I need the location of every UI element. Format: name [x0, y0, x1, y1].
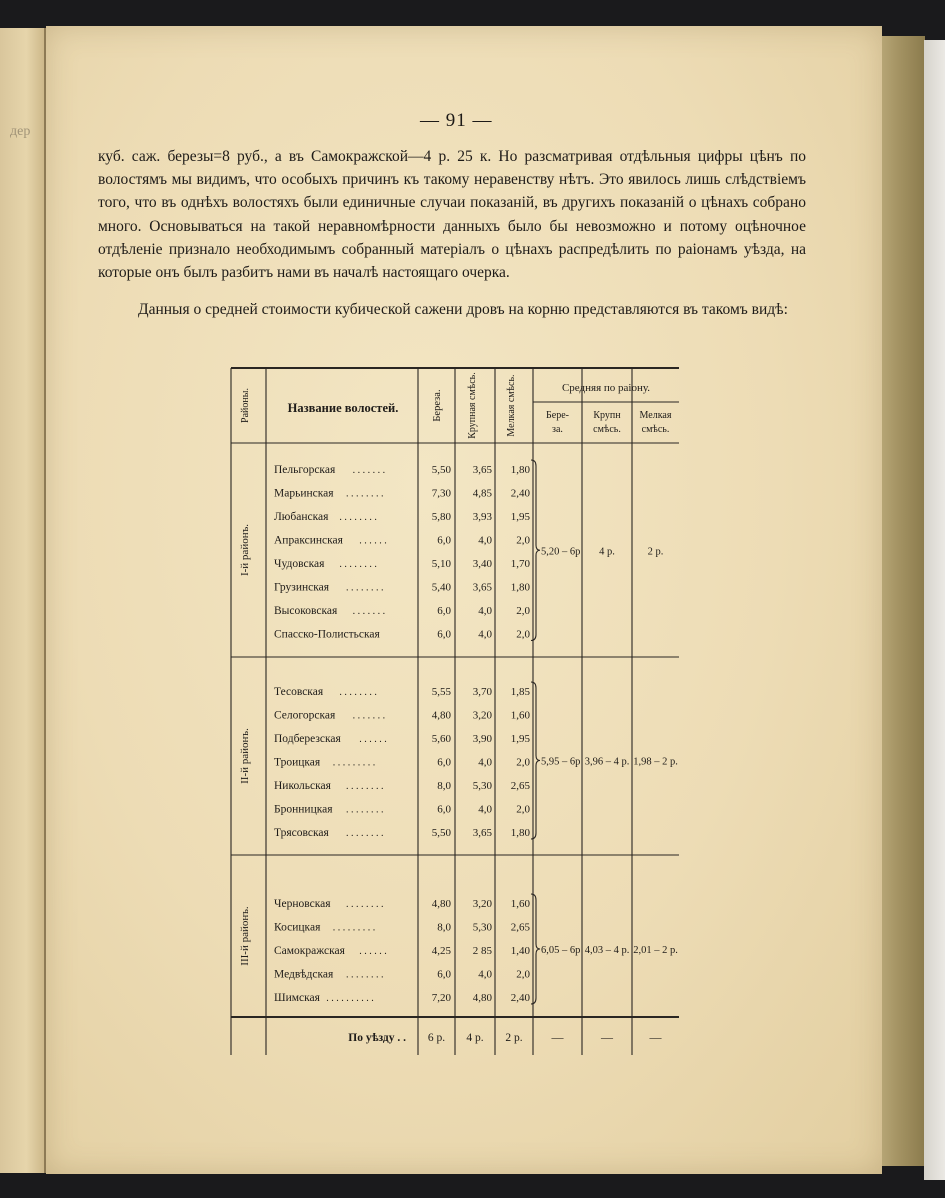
district-avg-small-3: 2,01 – 2 р.	[633, 945, 678, 956]
row-leader: . . . . . . . . .	[332, 757, 376, 769]
row-small-mix: 1,70	[510, 558, 530, 570]
row-name: Селогорская	[274, 709, 336, 722]
header-name: Название волостей.	[287, 401, 399, 415]
row-large-mix: 3,65	[472, 581, 492, 594]
row-name: Апраксинская	[274, 534, 343, 547]
row-leader: . . . . . . .	[352, 710, 386, 722]
row-name: Спасско-Полистьская	[274, 628, 380, 641]
row-small-mix: 1,80	[510, 581, 530, 594]
total-avg-large: —	[601, 1030, 613, 1044]
header-avg-large-2: смѣсь.	[593, 424, 621, 435]
row-birch: 4,80	[431, 898, 451, 910]
district-avg-birch-1: 5,20 – 6р	[541, 546, 581, 558]
row-birch: 5,50	[431, 464, 451, 476]
header-birch: Береза.	[432, 389, 443, 422]
row-birch: 5,10	[431, 558, 451, 570]
row-small-mix: 2,0	[516, 968, 530, 981]
row-small-mix: 1,60	[510, 709, 530, 722]
row-name: Чудовская	[274, 558, 325, 570]
row-small-mix: 2,40	[510, 487, 530, 500]
row-birch: 7,30	[431, 487, 451, 500]
row-name: Медвѣдская	[274, 968, 334, 981]
row-large-mix: 2 85	[472, 945, 492, 957]
row-name: Бронницкая	[274, 803, 333, 816]
row-birch: 5,40	[431, 581, 451, 594]
district-avg-small-1: 2 р.	[647, 546, 664, 558]
row-birch: 4,25	[431, 945, 451, 957]
row-name: Тесовская	[274, 686, 324, 698]
row-birch: 5,50	[431, 827, 451, 839]
row-large-mix: 4,0	[478, 605, 492, 617]
header-district: Районы.	[240, 388, 251, 423]
row-large-mix: 3,20	[472, 898, 492, 910]
district-brace	[531, 460, 540, 641]
row-name: Подберезская	[274, 733, 341, 745]
total-avg-small: —	[649, 1030, 662, 1044]
row-birch: 5,80	[431, 511, 451, 523]
row-large-mix: 3,20	[472, 709, 492, 722]
row-small-mix: 1,80	[510, 827, 530, 839]
row-name: Косицкая	[274, 921, 321, 934]
row-birch: 6,0	[437, 605, 451, 617]
row-large-mix: 4,0	[478, 756, 492, 769]
row-birch: 8,0	[437, 921, 451, 934]
district-avg-small-2: 1,98 – 2 р.	[633, 756, 678, 768]
row-large-mix: 4,0	[478, 968, 492, 981]
row-leader: . . . . . . .	[352, 465, 386, 476]
row-large-mix: 4,85	[472, 487, 492, 500]
header-avg-large-1: Крупн	[593, 410, 621, 421]
row-small-mix: 2,0	[516, 756, 530, 769]
row-name: Трясовская	[274, 827, 329, 839]
total-birch: 6 р.	[427, 1032, 446, 1044]
row-leader: . . . . . .	[359, 535, 387, 547]
page-number: — 91 —	[420, 110, 493, 131]
row-leader: . . . . . . . .	[339, 512, 377, 523]
row-small-mix: 1,95	[510, 511, 530, 523]
row-name: Самокражская	[274, 945, 345, 957]
district-avg-large-1: 4 р.	[599, 546, 615, 558]
row-name: Марьинская	[274, 487, 334, 500]
district-brace	[531, 682, 540, 839]
district-avg-large-3: 4,03 – 4 р.	[584, 945, 630, 956]
row-birch: 7,20	[431, 992, 451, 1004]
row-small-mix: 2,0	[516, 803, 530, 816]
row-large-mix: 4,80	[472, 992, 492, 1004]
row-name: Никольская	[274, 780, 331, 792]
row-birch: 8,0	[437, 780, 451, 792]
row-leader: . . . . . .	[359, 734, 387, 745]
row-leader: . . . . . . . .	[339, 687, 377, 698]
row-birch: 5,55	[431, 686, 451, 698]
row-leader: . . . . . . . . . .	[326, 993, 374, 1004]
left-page-fragment: дер	[10, 124, 31, 139]
row-birch: 6,0	[437, 534, 451, 547]
row-small-mix: 1,80	[510, 464, 530, 476]
district-label-3: III-й районъ.	[239, 906, 251, 966]
row-leader: . . . . . . . .	[339, 559, 377, 570]
row-name: Высоковская	[274, 605, 338, 617]
row-large-mix: 4,0	[478, 803, 492, 816]
row-leader: . . . . . . . . .	[332, 922, 376, 934]
header-small-mix: Мелкая смѣсь.	[506, 374, 517, 437]
district-label-1: I-й районъ.	[239, 523, 251, 577]
row-small-mix: 2,65	[510, 780, 530, 792]
header-avg-birch-2: за.	[552, 424, 563, 435]
row-large-mix: 4,0	[478, 628, 492, 641]
header-avg-group: Средняя по раіону.	[561, 382, 651, 394]
row-small-mix: 2,0	[516, 534, 530, 547]
row-leader: . . . . . . . .	[346, 969, 384, 981]
row-birch: 6,0	[437, 628, 451, 641]
row-leader: . . . . . . .	[352, 606, 386, 617]
row-birch: 4,80	[431, 709, 451, 722]
row-large-mix: 3,65	[472, 827, 492, 839]
row-large-mix: 3,93	[472, 511, 492, 523]
district-label-2: II-й районъ.	[239, 728, 251, 784]
paragraph-2: Данныя о средней стоимости кубической сажени дровъ на корню представляются въ такомъ видѣ:	[138, 301, 788, 318]
row-name: Троицкая	[274, 756, 321, 769]
header-avg-birch-1: Бере-	[546, 410, 569, 421]
header-large-mix: Крупная смѣсь.	[467, 372, 478, 439]
district-avg-birch-3: 6,05 – 6р	[541, 945, 581, 956]
row-birch: 6,0	[437, 803, 451, 816]
total-avg-birch: —	[551, 1030, 564, 1044]
row-birch: 6,0	[437, 968, 451, 981]
row-leader: . . . . . . . .	[346, 828, 384, 839]
row-large-mix: 3,70	[472, 686, 492, 698]
row-birch: 5,60	[431, 733, 451, 745]
district-avg-birch-2: 5,95 – 6р	[541, 756, 581, 768]
row-small-mix: 2,40	[510, 992, 530, 1004]
header-avg-small-1: Мелкая	[639, 410, 672, 421]
header-avg-small-2: смѣсь.	[641, 424, 670, 435]
row-leader: . . . . . . . .	[346, 582, 384, 594]
row-name: Черновская	[274, 898, 331, 910]
total-small-mix: 2 р.	[505, 1032, 523, 1044]
row-name: Грузинская	[274, 581, 330, 594]
row-large-mix: 3,90	[472, 733, 492, 745]
row-name: Пельгорская	[274, 464, 336, 476]
row-small-mix: 2,0	[516, 605, 530, 617]
row-birch: 6,0	[437, 756, 451, 769]
row-leader: . . . . . . . .	[346, 804, 384, 816]
row-leader: . . . . . . . .	[346, 899, 384, 910]
row-small-mix: 1,60	[510, 898, 530, 910]
paragraph-1: куб. саж. березы=8 руб., а въ Самокражской—4 р. 25 к. Но разсматривая отдѣльныя цифры цѣнъ по волостямъ мы видимъ, что особыхъ причинъ къ такому неравенству нѣтъ. Это явилось лишь слѣдствіемъ того, что въ однѣхъ волостяхъ были единичные случаи показаній, въ другихъ показаній о цѣнахъ собрано много. Основываться на такой неравномѣрности данныхъ было бы невозможно и потому оцѣночное отдѣленіе признало необходимымъ собранный матеріалъ о цѣнахъ распредѣлить по раіонамъ уѣзда, на которые онъ былъ разбитъ нами въ началѣ настоящаго очерка.	[98, 148, 806, 282]
row-leader: . . . . . . . .	[346, 488, 384, 500]
row-large-mix: 4,0	[478, 534, 492, 547]
row-leader: . . . . . .	[359, 946, 387, 957]
row-large-mix: 3,65	[472, 464, 492, 476]
row-small-mix: 1,95	[510, 733, 530, 745]
row-leader: . . . . . . . .	[346, 781, 384, 792]
row-small-mix: 2,65	[510, 921, 530, 934]
total-large-mix: 4 р.	[466, 1032, 484, 1044]
total-label: По уѣзду . .	[348, 1032, 406, 1044]
row-small-mix: 1,85	[510, 686, 530, 698]
row-small-mix: 2,0	[516, 628, 530, 641]
row-large-mix: 5,30	[472, 921, 492, 934]
row-name: Шимская	[274, 992, 320, 1004]
district-avg-large-2: 3,96 – 4 р.	[584, 756, 630, 768]
row-name: Любанская	[274, 511, 329, 523]
district-brace	[531, 894, 540, 1004]
row-large-mix: 5,30	[472, 780, 492, 792]
row-small-mix: 1,40	[510, 945, 530, 957]
row-large-mix: 3,40	[472, 558, 492, 570]
